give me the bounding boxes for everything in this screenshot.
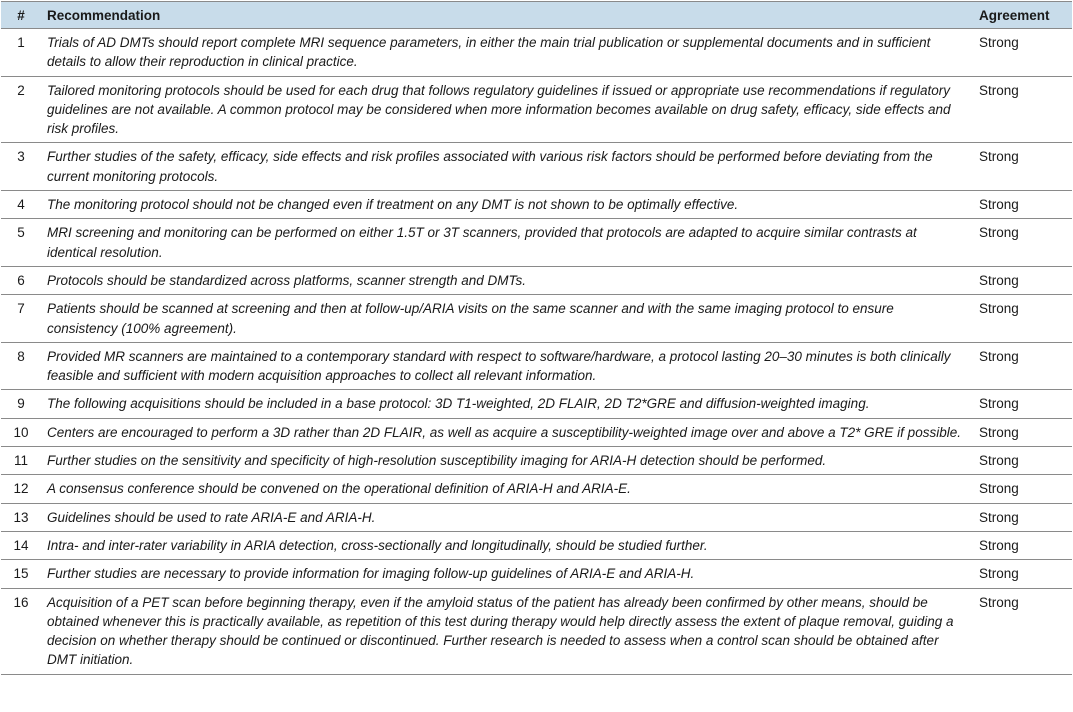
row-recommendation: Patients should be scanned at screening and then at follow-up/ARIA visits on the same scanner and with the same imaging protocol to ensure consistency (100% agreement).: [41, 295, 973, 343]
row-agreement: Strong: [973, 219, 1072, 267]
table-body: [1, 29, 1072, 675]
row-number: 16: [1, 588, 41, 674]
row-recommendation: Further studies are necessary to provide information for imaging follow-up guidelines of ARIA-E and ARIA-H.: [41, 560, 973, 588]
recommendations-table: [1, 1, 1072, 675]
row-number: 5: [1, 219, 41, 267]
row-agreement: Strong: [973, 531, 1072, 559]
row-recommendation: Centers are encouraged to perform a 3D rather than 2D FLAIR, as well as acquire a susceptibility-weighted image over and above a T2* GRE if possible.: [41, 418, 973, 446]
row-agreement: Strong: [973, 143, 1072, 191]
row-recommendation: Tailored monitoring protocols should be used for each drug that follows regulatory guidelines if issued or appropriate use recommendations if regulatory guidelines are not available. A common protocol may be considered when more information becomes available on drug safety, efficacy, side effects and risk profiles.: [41, 76, 973, 143]
row-agreement: Strong: [973, 76, 1072, 143]
header-number: #: [1, 2, 41, 29]
row-number: 12: [1, 475, 41, 503]
row-recommendation: Acquisition of a PET scan before beginning therapy, even if the amyloid status of the patient has already been confirmed by other means, should be obtained whenever this is practically available, as repetition of this test during therapy would help directly assess the extent of plaque removal, guiding a decision on whether therapy should be continued or discontinued. Further research is needed to assess when a control scan should be obtained after DMT initiation.: [41, 588, 973, 674]
header-row: [1, 2, 1072, 29]
table-row: [1, 219, 1072, 267]
row-agreement: Strong: [973, 295, 1072, 343]
row-recommendation: Trials of AD DMTs should report complete MRI sequence parameters, in either the main trial publication or supplemental documents and in sufficient details to allow their reproduction in clinical practice.: [41, 29, 973, 77]
row-number: 8: [1, 342, 41, 390]
row-agreement: Strong: [973, 447, 1072, 475]
row-number: 3: [1, 143, 41, 191]
table-row: [1, 390, 1072, 418]
row-number: 2: [1, 76, 41, 143]
table-row: [1, 560, 1072, 588]
table-row: [1, 503, 1072, 531]
header-agreement: Agreement: [973, 2, 1072, 29]
row-number: 1: [1, 29, 41, 77]
table-row: [1, 191, 1072, 219]
row-recommendation: Protocols should be standardized across platforms, scanner strength and DMTs.: [41, 266, 973, 294]
row-agreement: Strong: [973, 503, 1072, 531]
table-row: [1, 531, 1072, 559]
row-recommendation: Guidelines should be used to rate ARIA-E and ARIA-H.: [41, 503, 973, 531]
row-agreement: Strong: [973, 191, 1072, 219]
row-number: 13: [1, 503, 41, 531]
row-agreement: Strong: [973, 29, 1072, 77]
row-agreement: Strong: [973, 266, 1072, 294]
table-row: [1, 588, 1072, 674]
table-row: [1, 475, 1072, 503]
row-number: 9: [1, 390, 41, 418]
row-number: 14: [1, 531, 41, 559]
row-recommendation: MRI screening and monitoring can be performed on either 1.5T or 3T scanners, provided that protocols are adapted to acquire similar contrasts at identical resolution.: [41, 219, 973, 267]
row-agreement: Strong: [973, 418, 1072, 446]
row-number: 7: [1, 295, 41, 343]
row-number: 6: [1, 266, 41, 294]
table-row: [1, 295, 1072, 343]
row-agreement: Strong: [973, 475, 1072, 503]
table-row: [1, 29, 1072, 77]
row-agreement: Strong: [973, 588, 1072, 674]
row-agreement: Strong: [973, 560, 1072, 588]
row-agreement: Strong: [973, 390, 1072, 418]
row-recommendation: Provided MR scanners are maintained to a contemporary standard with respect to software/hardware, a protocol lasting 20–30 minutes is both clinically feasible and sufficient with modern acquisition approaches to collect all relevant information.: [41, 342, 973, 390]
row-recommendation: The monitoring protocol should not be changed even if treatment on any DMT is not shown to be optimally effective.: [41, 191, 973, 219]
row-agreement: Strong: [973, 342, 1072, 390]
row-recommendation: Further studies on the sensitivity and specificity of high-resolution susceptibility imaging for ARIA-H detection should be performed.: [41, 447, 973, 475]
header-recommendation: Recommendation: [41, 2, 973, 29]
row-recommendation: Further studies of the safety, efficacy, side effects and risk profiles associated with various risk factors should be performed before deviating from the current monitoring protocols.: [41, 143, 973, 191]
table-row: [1, 143, 1072, 191]
row-number: 11: [1, 447, 41, 475]
row-recommendation: A consensus conference should be convened on the operational definition of ARIA-H and ARIA-E.: [41, 475, 973, 503]
table-row: [1, 342, 1072, 390]
table-row: [1, 418, 1072, 446]
table-row: [1, 447, 1072, 475]
table-row: [1, 76, 1072, 143]
row-number: 10: [1, 418, 41, 446]
row-recommendation: The following acquisitions should be included in a base protocol: 3D T1-weighted, 2D FLAIR, 2D T2*GRE and diffusion-weighted imaging.: [41, 390, 973, 418]
table-row: [1, 266, 1072, 294]
row-number: 15: [1, 560, 41, 588]
row-number: 4: [1, 191, 41, 219]
row-recommendation: Intra- and inter-rater variability in ARIA detection, cross-sectionally and longitudinally, should be studied further.: [41, 531, 973, 559]
table-header: [1, 2, 1072, 29]
